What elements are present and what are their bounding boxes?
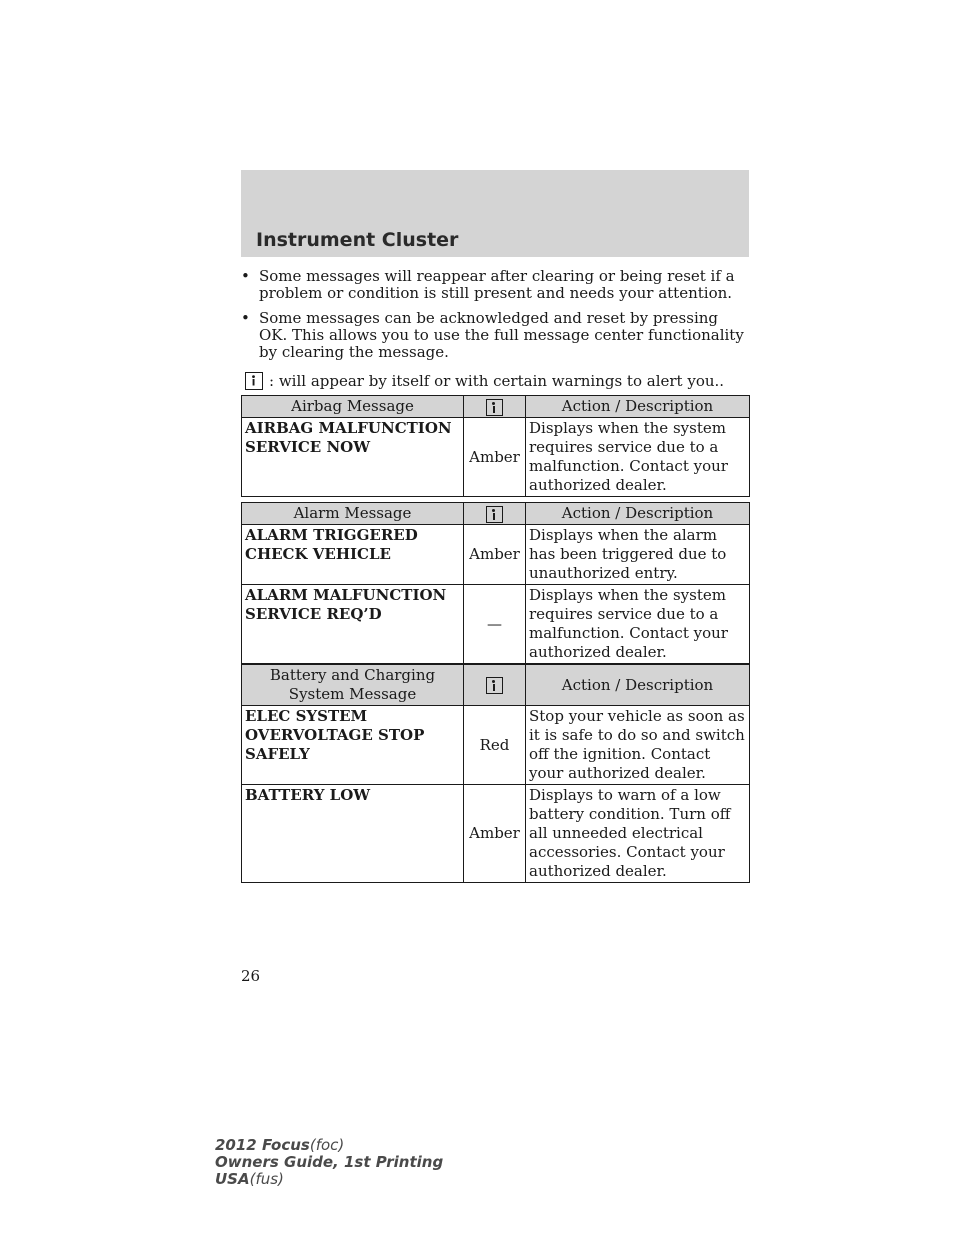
airbag-message-table [241,395,750,497]
bullet-item [241,310,751,361]
info-note-text: : will appear by itself or with certain warnings to alert you.. [269,372,725,390]
column-header-icon [464,396,526,418]
message-cell [242,706,464,785]
document-footer [215,1137,443,1188]
message-line: AIRBAG MALFUNCTION [245,419,452,437]
alarm-message-table [241,502,750,664]
message-cell [242,585,464,664]
color-cell: Amber [464,418,526,497]
description-cell: Displays when the alarm has been triggered due to unauthorized entry. [526,525,750,585]
column-header-message: Alarm Message [242,503,464,525]
message-cell [242,785,464,883]
bullet-symbol: • [241,309,250,327]
color-cell: Amber [464,785,526,883]
color-cell: Amber [464,525,526,585]
column-header-icon [464,665,526,706]
page-number: 26 [241,967,261,985]
column-header-message: Battery and Charging System Message [242,665,464,706]
message-cell [242,418,464,497]
message-cell [242,525,464,585]
description-cell: Stop your vehicle as soon as it is safe to do so and switch off the ignition. Contact your authorized dealer. [526,706,750,785]
column-header-message: Airbag Message [242,396,464,418]
message-line: SAFELY [245,745,310,763]
color-cell: — [464,585,526,664]
info-icon [486,677,503,694]
table-row [242,785,750,883]
color-cell: Red [464,706,526,785]
footer-market-code: (fus) [249,1170,284,1188]
bullet-list [241,268,751,369]
info-icon [486,399,503,416]
table-row [242,418,750,497]
footer-market: USA [215,1170,250,1188]
message-line: BATTERY LOW [245,786,371,804]
description-cell: Displays to warn of a low battery condition. Turn off all unneeded electrical accessories. Contact your authorized dealer. [526,785,750,883]
message-line: SERVICE NOW [245,438,371,456]
footer-model: 2012 Focus [215,1136,310,1154]
footer-guide: Owners Guide, 1st Printing [215,1153,444,1171]
info-icon [486,506,503,523]
bullet-text: Some messages can be acknowledged and reset by pressing OK. This allows you to use the full message center functionality by clearing the message. [259,309,744,361]
footer-model-code: (foc) [309,1136,345,1154]
table-row [242,706,750,785]
message-line: OVERVOLTAGE STOP [245,726,425,744]
info-icon [245,372,263,390]
description-cell: Displays when the system requires service due to a malfunction. Contact your authorized dealer. [526,418,750,497]
bullet-symbol: • [241,267,250,285]
table-row [242,525,750,585]
column-header-action: Action / Description [526,665,750,706]
bullet-text: Some messages will reappear after clearing or being reset if a problem or condition is still present and needs your attention. [259,267,735,302]
message-line: ALARM TRIGGERED [245,526,418,544]
column-header-action: Action / Description [526,503,750,525]
battery-message-table [241,664,750,883]
message-line: SERVICE REQ’D [245,605,382,623]
table-row [242,585,750,664]
description-cell: Displays when the system requires service due to a malfunction. Contact your authorized dealer. [526,585,750,664]
bullet-item [241,268,751,302]
message-line: ELEC SYSTEM [245,707,368,725]
section-title: Instrument Cluster [256,229,459,251]
column-header-action: Action / Description [526,396,750,418]
message-line: ALARM MALFUNCTION [245,586,447,604]
message-line: CHECK VEHICLE [245,545,391,563]
column-header-icon [464,503,526,525]
